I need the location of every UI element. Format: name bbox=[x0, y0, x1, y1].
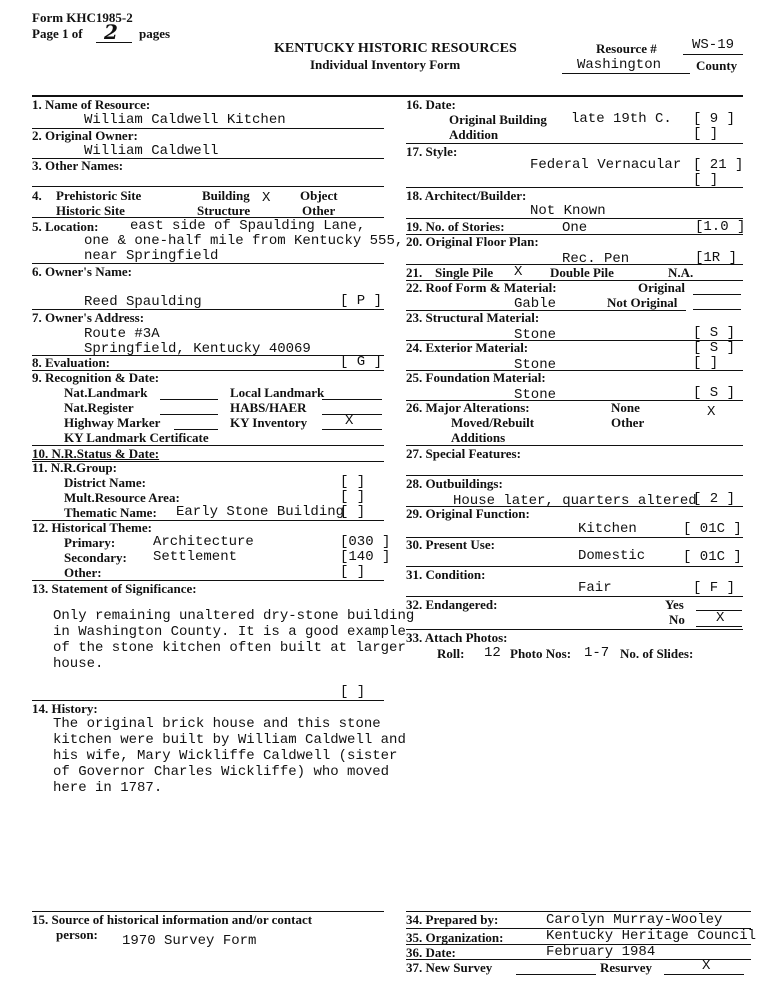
original-function-code: [ 01C ] bbox=[683, 521, 742, 537]
f5-label: 5. Location: bbox=[32, 219, 99, 234]
owner-code: [ P ] bbox=[340, 293, 383, 309]
f21-na: N.A. bbox=[668, 265, 694, 280]
f1-label: 1. Name of Resource: bbox=[32, 97, 151, 112]
style-code: [ 21 ] bbox=[693, 157, 744, 173]
f24-label: 24. Exterior Material: bbox=[406, 340, 529, 355]
theme-secondary-code: [140 ] bbox=[340, 549, 391, 565]
owner-name: Reed Spaulding bbox=[84, 294, 202, 310]
f22-not-original: Not Original bbox=[607, 295, 678, 310]
f33-roll: Roll: bbox=[437, 646, 465, 661]
f20-label: 20. Original Floor Plan: bbox=[406, 234, 539, 249]
f9-habs: HABS/HAER bbox=[230, 400, 307, 415]
condition-code: [ F ] bbox=[693, 580, 736, 596]
f33-photo: Photo Nos: bbox=[510, 646, 572, 661]
f32-yes: Yes bbox=[665, 597, 684, 612]
history-line: his wife, Mary Wickliffe Caldwell (sister bbox=[53, 748, 398, 764]
f12-primary: Primary: bbox=[64, 535, 116, 550]
f26-additions: Additions bbox=[451, 430, 506, 445]
f4-number: 4. bbox=[32, 188, 42, 203]
f22-label: 22. Roof Form & Material: bbox=[406, 280, 557, 295]
exterior-code: [ S ] bbox=[693, 340, 736, 356]
f15-label: 15. Source of historical information and/or contact bbox=[32, 912, 313, 927]
significance-code: [ ] bbox=[340, 684, 366, 700]
f7-label: 7. Owner's Address: bbox=[32, 310, 145, 325]
significance-line: house. bbox=[53, 656, 104, 672]
exterior-value: Stone bbox=[514, 357, 557, 373]
f26-other: Other bbox=[611, 415, 645, 430]
photo-nos-value: 1-7 bbox=[584, 645, 610, 661]
f31-label: 31. Condition: bbox=[406, 567, 486, 582]
f32-label: 32. Endangered: bbox=[406, 597, 498, 612]
county-value: Washington bbox=[577, 57, 662, 73]
location-line3: near Springfield bbox=[84, 248, 219, 264]
f12-secondary: Secondary: bbox=[64, 550, 127, 565]
f9-highway: Highway Marker bbox=[64, 415, 161, 430]
resource-name: William Caldwell Kitchen bbox=[84, 112, 286, 128]
floor-plan-code: [1R ] bbox=[695, 250, 738, 266]
form-number: Form KHC1985-2 bbox=[32, 10, 133, 25]
source-value: 1970 Survey Form bbox=[122, 933, 257, 949]
county-label: County bbox=[696, 58, 738, 73]
f14-label: 14. History: bbox=[32, 701, 98, 716]
f4-building-mark: X bbox=[262, 190, 271, 206]
f21-number: 21. bbox=[406, 265, 423, 280]
f4-object: Object bbox=[300, 188, 338, 203]
style-value: Federal Vernacular bbox=[530, 157, 682, 173]
history-line: of Governor Charles Wickliffe) who moved bbox=[53, 764, 390, 780]
f33-slides: No. of Slides: bbox=[620, 646, 694, 661]
page-total: 2 bbox=[104, 20, 118, 44]
f26-label: 26. Major Alterations: bbox=[406, 400, 530, 415]
address-line2: Springfield, Kentucky 40069 bbox=[84, 341, 311, 357]
f16-addition: Addition bbox=[449, 127, 499, 142]
f22-original: Original bbox=[638, 280, 685, 295]
f36-label: 36. Date: bbox=[406, 945, 456, 960]
original-date-code: [ 9 ] bbox=[693, 111, 736, 127]
theme-primary: Architecture bbox=[153, 534, 254, 550]
f16-label: 16. Date: bbox=[406, 97, 456, 112]
history-line: here in 1787. bbox=[53, 780, 163, 796]
f23-label: 23. Structural Material: bbox=[406, 310, 540, 325]
f3-label: 3. Other Names: bbox=[32, 158, 124, 173]
f21-single-mark: X bbox=[514, 264, 523, 280]
evaluation-code: [ G ] bbox=[340, 354, 383, 370]
condition-value: Fair bbox=[578, 580, 612, 596]
f19-label: 19. No. of Stories: bbox=[406, 219, 505, 234]
original-owner: William Caldwell bbox=[84, 143, 219, 159]
f11-mult: Mult.Resource Area: bbox=[64, 490, 180, 505]
exterior-code-2: [ ] bbox=[693, 355, 719, 371]
theme-secondary: Settlement bbox=[153, 549, 238, 565]
theme-other-code: [ ] bbox=[340, 564, 366, 580]
f37-label: 37. New Survey bbox=[406, 960, 493, 975]
f21-double: Double Pile bbox=[550, 265, 614, 280]
resource-number-value: WS-19 bbox=[692, 37, 735, 53]
f26-moved: Moved/Rebuilt bbox=[451, 415, 535, 430]
f32-no-mark: X bbox=[716, 610, 725, 626]
thematic-name: Early Stone Building bbox=[176, 504, 345, 520]
stories-value: One bbox=[562, 220, 588, 236]
significance-line: Only remaining unaltered dry-stone building bbox=[53, 608, 415, 624]
stories-code: [1.0 ] bbox=[695, 219, 746, 235]
f37-resurvey-mark: X bbox=[702, 958, 711, 974]
structural-value: Stone bbox=[514, 327, 557, 343]
f11-thematic: Thematic Name: bbox=[64, 505, 157, 520]
f25-label: 25. Foundation Material: bbox=[406, 370, 546, 385]
address-line1: Route #3A bbox=[84, 326, 160, 342]
f9-natregister: Nat.Register bbox=[64, 400, 134, 415]
f17-label: 17. Style: bbox=[406, 144, 458, 159]
f11-district: District Name: bbox=[64, 475, 146, 490]
organization-value: Kentucky Heritage Council bbox=[546, 928, 757, 944]
f8-label: 8. Evaluation: bbox=[32, 355, 111, 370]
f21-single: Single Pile bbox=[435, 265, 494, 280]
f9-kyinventory: KY Inventory bbox=[230, 415, 308, 430]
f13-label: 13. Statement of Significance: bbox=[32, 581, 197, 596]
f9-kycert: KY Landmark Certificate bbox=[64, 430, 209, 445]
present-use-value: Domestic bbox=[578, 548, 646, 564]
significance-line: in Washington County. It is a good example bbox=[53, 624, 406, 640]
f12-other: Other: bbox=[64, 565, 102, 580]
f12-label: 12. Historical Theme: bbox=[32, 520, 152, 535]
f4-other: Other bbox=[302, 203, 336, 218]
foundation-code: [ S ] bbox=[693, 385, 736, 401]
f9-locallandmark: Local Landmark bbox=[230, 385, 325, 400]
f9-kyinventory-mark: X bbox=[345, 413, 354, 429]
f11-thematic-code: [ ] bbox=[340, 504, 366, 520]
resource-number-label: Resource # bbox=[596, 41, 657, 56]
f29-label: 29. Original Function: bbox=[406, 506, 530, 521]
f18-label: 18. Architect/Builder: bbox=[406, 188, 527, 203]
location-line1: east side of Spaulding Lane, bbox=[130, 218, 366, 234]
roof-value: Gable bbox=[514, 296, 557, 312]
original-function-value: Kitchen bbox=[578, 521, 637, 537]
f26-none: None bbox=[611, 400, 640, 415]
f33-label: 33. Attach Photos: bbox=[406, 630, 508, 645]
theme-primary-code: [030 ] bbox=[340, 534, 391, 550]
history-line: kitchen were built by William Caldwell and bbox=[53, 732, 406, 748]
f11-mult-code: [ ] bbox=[340, 489, 366, 505]
f11-label: 11. N.R.Group: bbox=[32, 460, 117, 475]
f6-label: 6. Owner's Name: bbox=[32, 264, 133, 279]
page-suffix: pages bbox=[139, 26, 171, 41]
style-code-2: [ ] bbox=[693, 172, 719, 188]
form-subtitle: Individual Inventory Form bbox=[310, 57, 461, 72]
f4-prehistoric: Prehistoric Site bbox=[56, 188, 142, 203]
f15-label2: person: bbox=[56, 927, 98, 942]
f35-label: 35. Organization: bbox=[406, 930, 504, 945]
f34-label: 34. Prepared by: bbox=[406, 912, 499, 927]
architect-value: Not Known bbox=[530, 203, 606, 219]
outbuildings-value: House later, quarters altered bbox=[453, 493, 697, 509]
structural-code: [ S ] bbox=[693, 325, 736, 341]
outbuildings-code: [ 2 ] bbox=[693, 491, 736, 507]
prepared-by-value: Carolyn Murray-Wooley bbox=[546, 912, 723, 928]
f27-label: 27. Special Features: bbox=[406, 446, 521, 461]
f37-resurvey: Resurvey bbox=[600, 960, 652, 975]
f9-label: 9. Recognition & Date: bbox=[32, 370, 160, 385]
f32-no: No bbox=[669, 612, 685, 627]
f28-label: 28. Outbuildings: bbox=[406, 476, 503, 491]
original-date: late 19th C. bbox=[571, 111, 672, 127]
form-title: KENTUCKY HISTORIC RESOURCES bbox=[274, 41, 517, 56]
f16-original: Original Building bbox=[449, 112, 547, 127]
present-use-code: [ 01C ] bbox=[683, 549, 742, 565]
roll-value: 12 bbox=[484, 645, 501, 661]
f10-label: 10. N.R.Status & Date: bbox=[32, 446, 160, 461]
foundation-value: Stone bbox=[514, 387, 557, 403]
significance-line: of the stone kitchen often built at larger bbox=[53, 640, 406, 656]
f11-district-code: [ ] bbox=[340, 474, 366, 490]
f9-natlandmark: Nat.Landmark bbox=[64, 385, 148, 400]
f30-label: 30. Present Use: bbox=[406, 537, 495, 552]
history-line: The original brick house and this stone bbox=[53, 716, 381, 732]
date-value: February 1984 bbox=[546, 944, 656, 960]
floor-plan-value: Rec. Pen bbox=[562, 251, 630, 267]
addition-code: [ ] bbox=[693, 126, 719, 142]
f2-label: 2. Original Owner: bbox=[32, 128, 138, 143]
f26-none-mark: X bbox=[707, 404, 716, 420]
f4-historic: Historic Site bbox=[56, 203, 125, 218]
page-prefix: Page 1 of bbox=[32, 26, 83, 41]
location-line2: one & one-half mile from Kentucky 555, bbox=[84, 233, 404, 249]
f4-structure: Structure bbox=[197, 203, 251, 218]
f4-building: Building bbox=[202, 188, 250, 203]
